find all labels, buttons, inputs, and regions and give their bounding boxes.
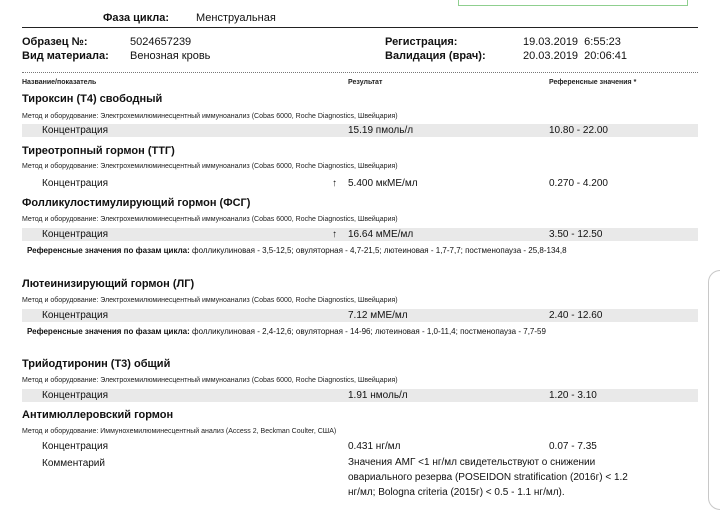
- validation-value: 20.03.2019 20:06:41: [523, 50, 627, 62]
- side-panel-edge: [708, 270, 720, 510]
- high-flag-icon: ↑: [332, 178, 337, 189]
- test-method: Метод и оборудование: Электрохемилюминесцентный иммуноанализ (Cobas 6000, Roche Diagnostics, Швейцария): [22, 113, 398, 120]
- result-param: Концентрация: [42, 178, 109, 189]
- reference-value: 2.40 - 12.60: [549, 310, 603, 321]
- test-method: Метод и оборудование: Электрохемилюминесцентный иммуноанализ (Cobas 6000, Roche Diagnostics, Швейцария): [22, 163, 398, 170]
- validation-label: Валидация (врач):: [385, 50, 486, 62]
- test-method: Метод и оборудование: Иммунохемилюминесцентный анализ (Access 2, Beckman Coulter, США): [22, 428, 337, 435]
- result-param: Концентрация: [42, 441, 109, 452]
- column-rule: [22, 72, 698, 73]
- reference-value: 3.50 - 12.50: [549, 229, 603, 240]
- phase-reference-note: Референсные значения по фазам цикла: фолликулиновая - 3,5-12,5; овуляторная - 4,7-21,5; лютеиновая - 1,7-7,7; постменопауза - 25,8-134,8: [27, 246, 567, 255]
- col-reference-header: Референсные значения *: [549, 79, 637, 86]
- col-result-header: Результат: [348, 79, 383, 86]
- result-value: 5.400 мкМЕ/мл: [348, 178, 418, 189]
- reference-value: 1.20 - 3.10: [549, 390, 597, 401]
- result-param: Концентрация: [42, 125, 109, 136]
- result-value: 7.12 мМЕ/мл: [348, 310, 408, 321]
- test-title: Трийодтиронин (Т3) общий: [22, 358, 171, 370]
- result-value: 16.64 мМЕ/мл: [348, 229, 414, 240]
- result-param: Концентрация: [42, 390, 109, 401]
- reference-value: 0.270 - 4.200: [549, 178, 608, 189]
- result-value: 1.91 нмоль/л: [348, 390, 408, 401]
- top-frame-edge: [458, 0, 688, 6]
- phase-label: Фаза цикла:: [103, 12, 170, 24]
- result-param: Концентрация: [42, 310, 109, 321]
- phase-value: Менструальная: [196, 12, 276, 24]
- test-method: Метод и оборудование: Электрохемилюминесцентный иммуноанализ (Cobas 6000, Roche Diagnostics, Швейцария): [22, 377, 398, 384]
- test-method: Метод и оборудование: Электрохемилюминесцентный иммуноанализ (Cobas 6000, Roche Diagnostics, Швейцария): [22, 297, 398, 304]
- test-title: Фолликулостимулирующий гормон (ФСГ): [22, 197, 251, 209]
- result-row: [22, 228, 698, 241]
- reference-value: 0.07 - 7.35: [549, 441, 597, 452]
- result-row: [22, 440, 698, 453]
- high-flag-icon: ↑: [332, 229, 337, 240]
- result-row: [22, 124, 698, 137]
- registration-label: Регистрация:: [385, 36, 458, 48]
- header-rule: [22, 27, 698, 28]
- registration-value: 19.03.2019 6:55:23: [523, 36, 621, 48]
- reference-value: 10.80 - 22.00: [549, 125, 608, 136]
- test-method: Метод и оборудование: Электрохемилюминесцентный иммуноанализ (Cobas 6000, Roche Diagnostics, Швейцария): [22, 216, 398, 223]
- result-value: 15.19 пмоль/л: [348, 125, 414, 136]
- result-row: [22, 177, 698, 190]
- test-title: Лютеинизирующий гормон (ЛГ): [22, 278, 195, 290]
- material-label: Вид материала:: [22, 50, 109, 62]
- comment-text: Значения АМГ <1 нг/мл свидетельствуют о снижении овариального резерва (POSEIDON stratification (2016г) < 1.2 нг/мл; Bologna criteria (2015г) < 0.5 - 1.1 нг/мл).: [348, 457, 628, 498]
- result-row: [22, 309, 698, 322]
- phase-reference-note: Референсные значения по фазам цикла: фолликулиновая - 2,4-12,6; овуляторная - 14-96; лютеиновая - 1,0-11,4; постменопауза - 7,7-59: [27, 327, 546, 336]
- result-row: [22, 389, 698, 402]
- test-title: Тироксин (Т4) свободный: [22, 93, 163, 105]
- test-title: Тиреотропный гормон (ТТГ): [22, 145, 175, 157]
- test-title: Антимюллеровский гормон: [22, 409, 174, 421]
- material-value: Венозная кровь: [130, 50, 211, 62]
- col-name-header: Название/показатель: [22, 79, 97, 86]
- result-value: 0.431 нг/мл: [348, 441, 401, 452]
- sample-label: Образец №:: [22, 36, 88, 48]
- result-param: Концентрация: [42, 229, 109, 240]
- comment-label: Комментарий: [42, 458, 105, 469]
- sample-value: 5024657239: [130, 36, 192, 48]
